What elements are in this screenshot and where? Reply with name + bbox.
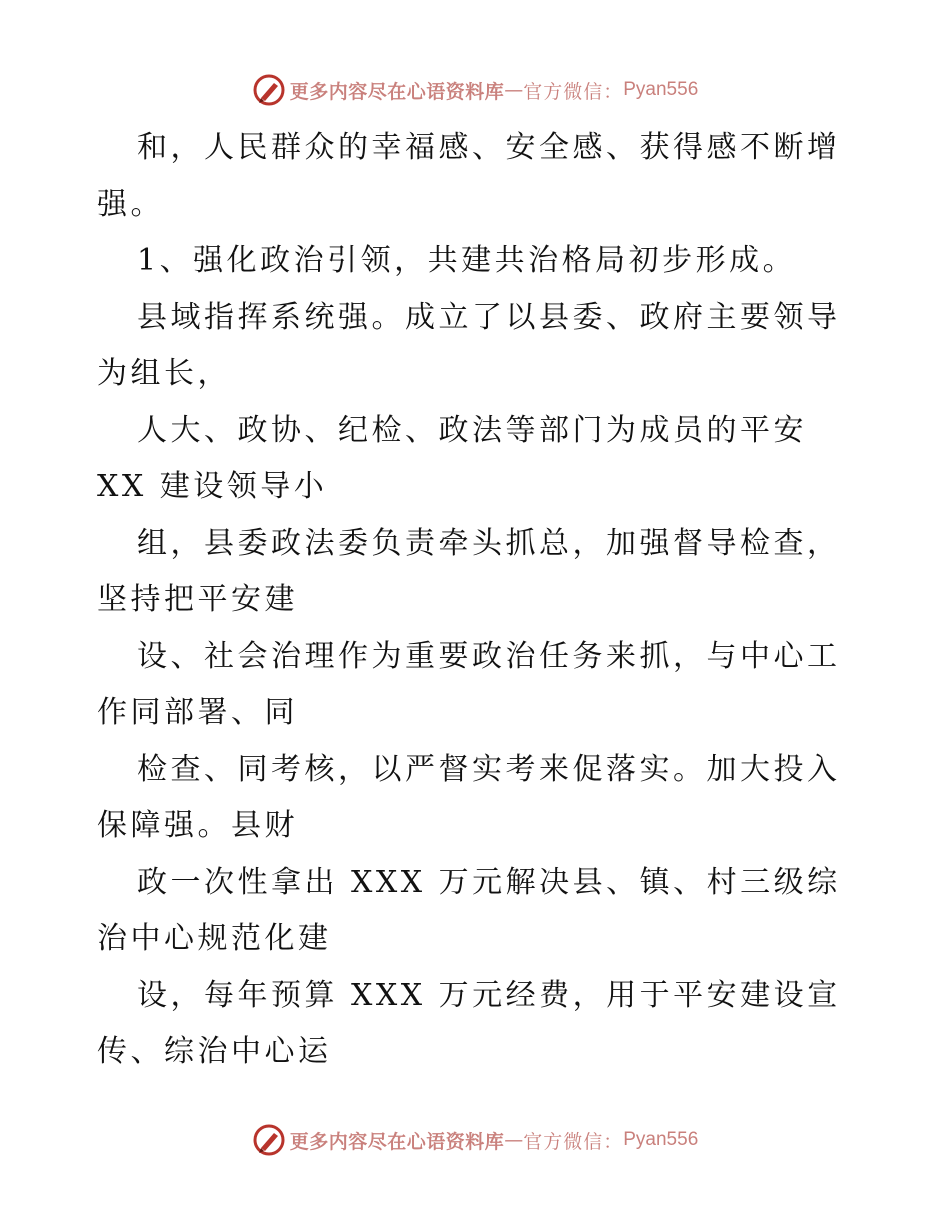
text-line: XX 建设领导小 bbox=[97, 469, 328, 504]
text-line: 检查、同考核，以严督实考来促落实。加大投入 bbox=[137, 751, 841, 787]
text-line: 政一次性拿出 XXX 万元解决县、镇、村三级综 bbox=[137, 864, 841, 900]
watermark-sub-text: 官方微信： bbox=[523, 1130, 624, 1153]
text-line: 保障强。县财 bbox=[97, 808, 298, 843]
text-line: 治中心规范化建 bbox=[97, 921, 332, 956]
text-line: 强。 bbox=[97, 186, 164, 222]
document-body bbox=[97, 120, 857, 1081]
footer-watermark bbox=[0, 1120, 950, 1160]
watermark-dash: — bbox=[504, 79, 524, 101]
watermark-id: Pyan556 bbox=[623, 1129, 699, 1150]
text-line: 组，县委政法委负责牵头抓总，加强督导检查， bbox=[137, 525, 841, 561]
pen-logo-icon bbox=[252, 1123, 286, 1157]
watermark-sub-text: 官方微信： bbox=[523, 80, 624, 103]
watermark-main-text: 更多内容尽在心语资料库 bbox=[289, 80, 505, 103]
text-line: 设，每年预算 XXX 万元经费，用于平安建设宣 bbox=[137, 977, 841, 1013]
text-line: 县域指挥系统强。成立了以县委、政府主要领导 bbox=[137, 299, 841, 335]
watermark-id: Pyan556 bbox=[623, 79, 699, 100]
watermark-dash: — bbox=[504, 1129, 524, 1151]
text-line: 设、社会治理作为重要政治任务来抓，与中心工 bbox=[137, 638, 841, 674]
header-watermark bbox=[0, 70, 950, 110]
text-line: 和，人民群众的幸福感、安全感、获得感不断增 bbox=[137, 130, 841, 165]
text-line: 1、强化政治引领，共建共治格局初步形成。 bbox=[137, 243, 797, 278]
watermark-main-text: 更多内容尽在心语资料库 bbox=[289, 1130, 505, 1153]
text-line: 人大、政协、纪检、政法等部门为成员的平安 bbox=[137, 412, 807, 448]
text-line: 作同部署、同 bbox=[97, 695, 298, 730]
text-line: 传、综治中心运 bbox=[97, 1034, 332, 1069]
text-line: 坚持把平安建 bbox=[97, 582, 298, 617]
pen-logo-icon bbox=[252, 73, 286, 107]
text-line: 为组长， bbox=[97, 356, 231, 391]
